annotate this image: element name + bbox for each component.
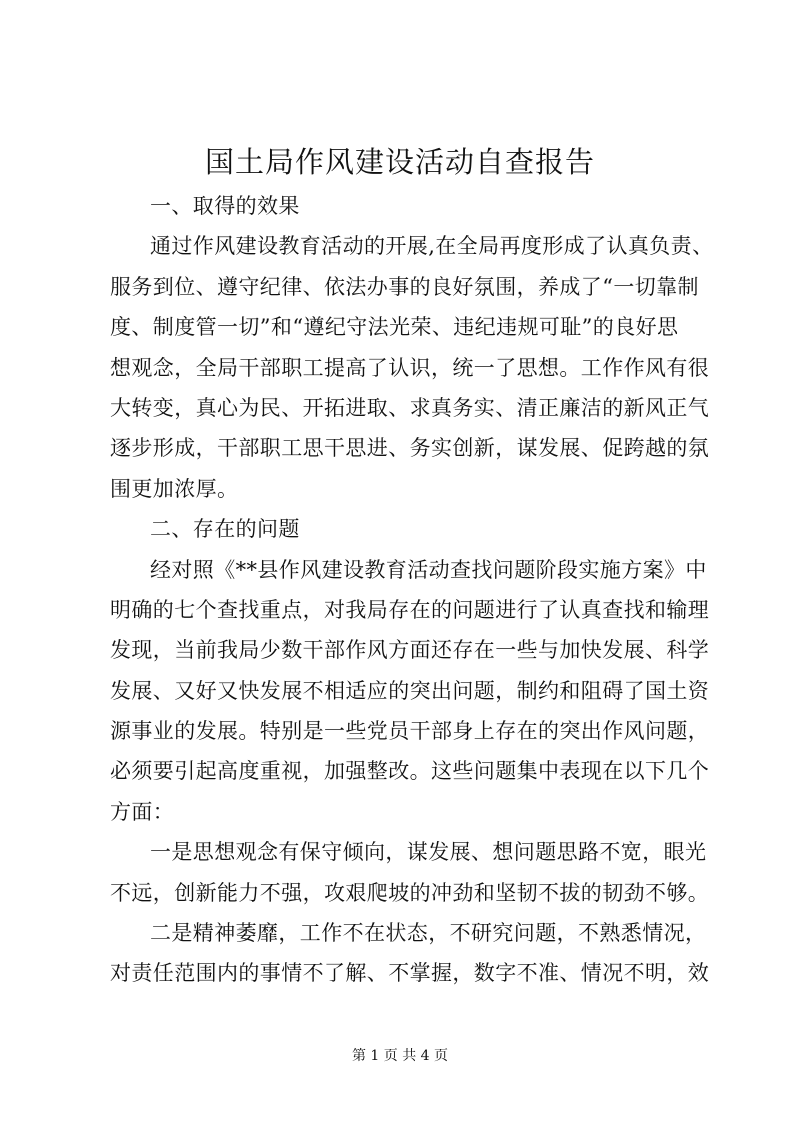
- text-line: 对责任范围内的事情不了解、不掌握，数字不准、情况不明，效: [110, 961, 710, 986]
- text-line: 二、存在的问题: [150, 517, 300, 542]
- document-body: [110, 186, 714, 994]
- text-line: 一是思想观念有保守倾向，谋发展、想问题思路不宽，眼光: [150, 840, 707, 865]
- text-line: 度、制度管一切”和“遵纪守法光荣、违纪违规可耻”的良好思: [110, 315, 679, 340]
- text-line: 不远，创新能力不强，攻艰爬坡的冲劲和坚韧不拔的韧劲不够。: [110, 880, 710, 905]
- text-line: 通过作风建设教育活动的开展,在全局再度形成了认真负责、: [150, 234, 714, 259]
- text-line: 必须要引起高度重视，加强整改。这些问题集中表现在以下几个: [110, 759, 710, 784]
- text-line: 发展、又好又快发展不相适应的突出问题，制约和阻碍了国土资: [110, 678, 710, 703]
- text-line: 二是精神萎靡，工作不在状态，不研究问题，不熟悉情况，: [150, 921, 707, 946]
- text-line: 逐步形成，干部职工思干思进、务实创新，谋发展、促跨越的氛: [110, 436, 710, 461]
- text-line: 大转变，真心为民、开拓进取、求真务实、清正廉洁的新风正气: [110, 395, 710, 420]
- text-line: 服务到位、遵守纪律、依法办事的良好氛围，养成了“一切靠制: [110, 274, 699, 299]
- document-title: 国土局作风建设活动自查报告: [204, 145, 595, 179]
- text-line: 围更加浓厚。: [110, 476, 239, 501]
- page-footer: 第 1 页 共 4 页: [351, 1048, 449, 1064]
- text-line: 源事业的发展。特别是一些党员干部身上存在的突出作风问题，: [110, 719, 710, 744]
- text-line: 想观念，全局干部职工提高了认识，统一了思想。工作作风有很: [110, 355, 710, 380]
- text-line: 一、取得的效果: [150, 194, 300, 218]
- text-line: 经对照《**县作风建设教育活动查找问题阶段实施方案》中: [150, 557, 707, 582]
- text-line: 方面：: [110, 799, 175, 824]
- text-line: 明确的七个查找重点，对我局存在的问题进行了认真查找和输理: [110, 597, 710, 622]
- text-line: 发现，当前我局少数干部作风方面还存在一些与加快发展、科学: [110, 638, 710, 663]
